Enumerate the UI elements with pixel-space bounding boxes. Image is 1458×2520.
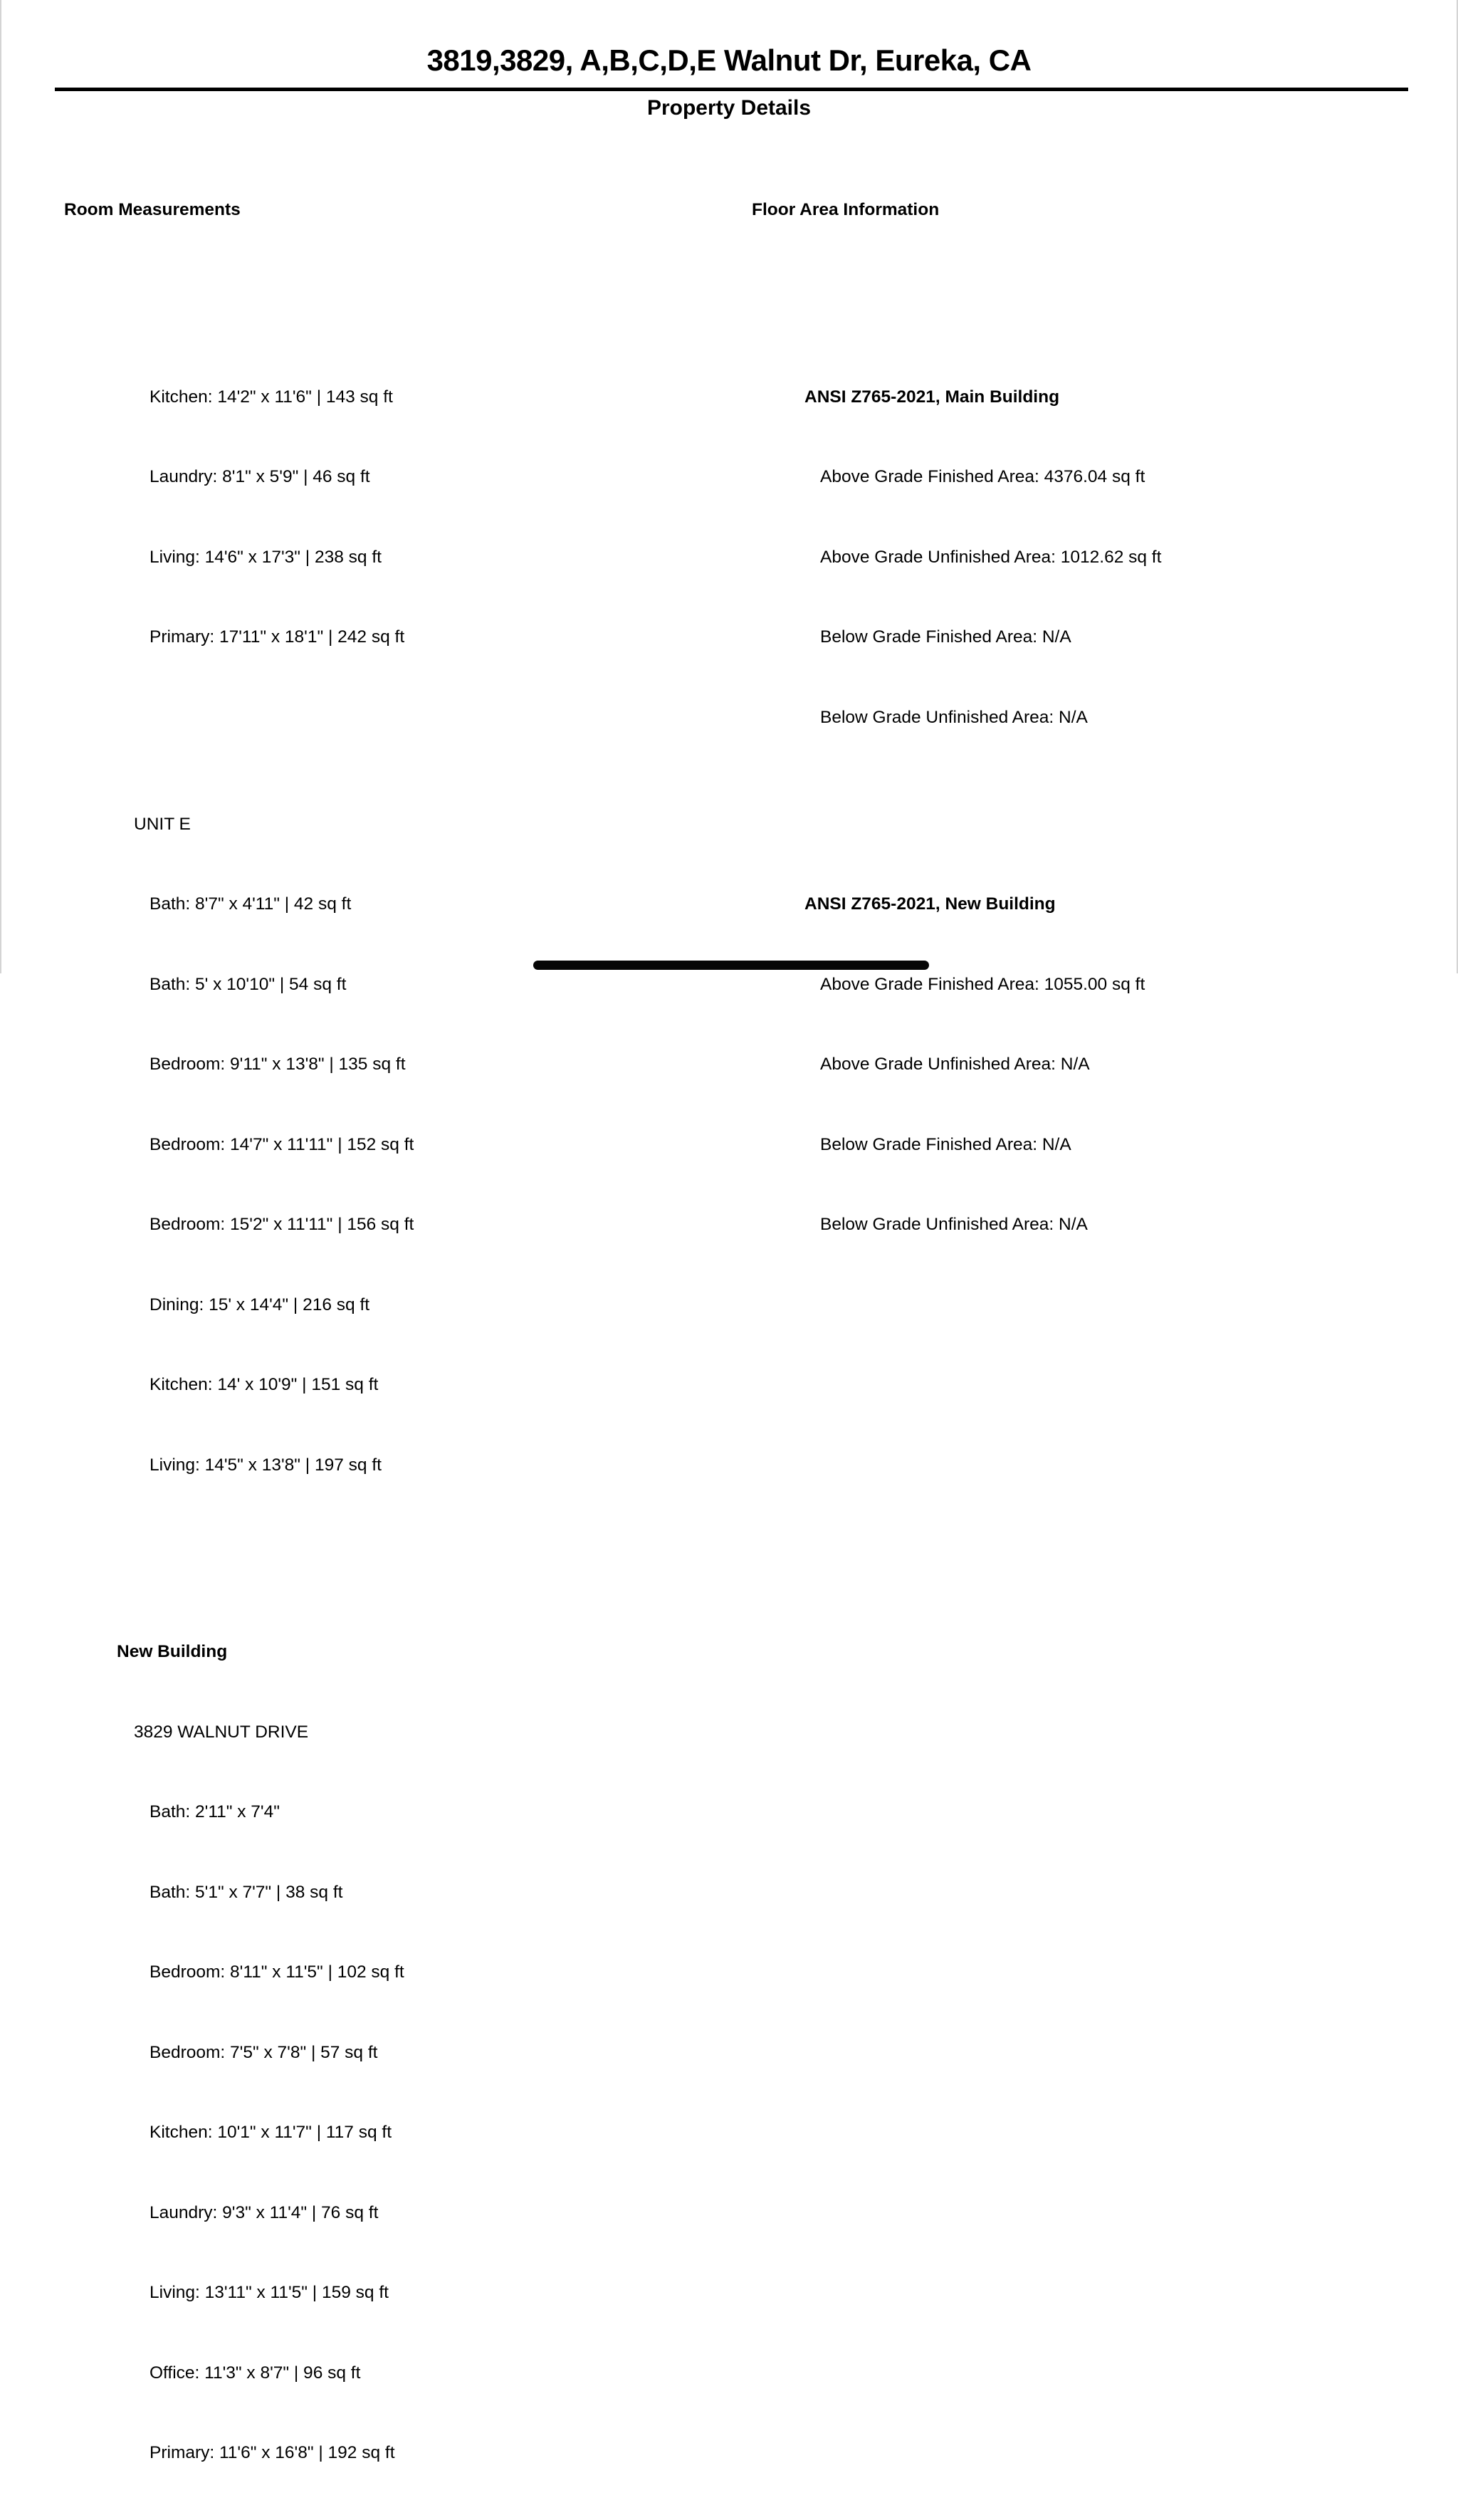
room-line: Primary: 11'6" x 16'8" | 192 sq ft [150, 2443, 395, 2462]
room-line: Kitchen: 14'2" x 11'6" | 143 sq ft [150, 387, 393, 407]
room-line: Living: 14'6" x 17'3" | 238 sq ft [150, 547, 382, 567]
room-line: Kitchen: 14' x 10'9" | 151 sq ft [150, 1375, 379, 1394]
floor-area-line: Above Grade Unfinished Area: 1012.62 sq ft [820, 547, 1162, 567]
room-line: Bath: 8'7" x 4'11" | 42 sq ft [150, 894, 352, 914]
room-line: Bedroom: 9'11" x 13'8" | 135 sq ft [150, 1055, 406, 1074]
room-line: Bedroom: 8'11" x 11'5" | 102 sq ft [150, 1962, 404, 1982]
room-line: Laundry: 9'3" x 11'4" | 76 sq ft [150, 2202, 379, 2222]
unit-label: UNIT E [134, 814, 191, 834]
room-line: Dining: 15' x 14'4" | 216 sq ft [150, 1295, 370, 1314]
floor-area-line: Above Grade Finished Area: 4376.04 sq ft [820, 467, 1145, 486]
ansi-section-label: ANSI Z765-2021, Main Building [804, 387, 1060, 407]
room-line: Bath: 5'1" x 7'7" | 38 sq ft [150, 1882, 343, 1902]
room-measurements-heading: Room Measurements [64, 200, 241, 219]
spacer-line [64, 277, 414, 304]
building-address: 3829 WALNUT DRIVE [134, 1722, 309, 1742]
floor-area-line: Below Grade Unfinished Area: N/A [820, 707, 1088, 727]
floor-area-line: Below Grade Finished Area: N/A [820, 1134, 1071, 1154]
ansi-section-label: ANSI Z765-2021, New Building [804, 894, 1056, 914]
floor-area-line: Below Grade Unfinished Area: N/A [820, 1215, 1088, 1234]
page-subtitle: Property Details [646, 96, 812, 120]
room-measurements-section [64, 143, 414, 2520]
title-divider [55, 88, 1408, 91]
room-line: Office: 11'3" x 8'7" | 96 sq ft [150, 2363, 361, 2383]
room-line: Bedroom: 15'2" x 11'11" | 156 sq ft [150, 1215, 414, 1234]
floor-area-section [752, 143, 1161, 1292]
room-line: Laundry: 8'1" x 5'9" | 46 sq ft [150, 467, 370, 486]
room-line: Bedroom: 14'7" x 11'11" | 152 sq ft [150, 1134, 414, 1154]
room-line: Living: 14'5" x 13'8" | 197 sq ft [150, 1455, 382, 1475]
home-indicator-bar[interactable] [533, 961, 929, 970]
floor-area-line: Above Grade Unfinished Area: N/A [820, 1055, 1090, 1074]
spacer-line [752, 811, 1161, 838]
room-line: Living: 13'11" x 11'5" | 159 sq ft [150, 2283, 389, 2302]
floor-area-heading: Floor Area Information [752, 200, 940, 219]
room-line: Bath: 2'11" x 7'4" [150, 1802, 280, 1821]
room-line: Kitchen: 10'1" x 11'7" | 117 sq ft [150, 2123, 392, 2142]
spacer-line [64, 1559, 414, 1586]
room-line: Bath: 5' x 10'10" | 54 sq ft [150, 974, 347, 994]
spacer-line [752, 277, 1161, 304]
room-line: Primary: 17'11" x 18'1" | 242 sq ft [150, 627, 405, 647]
building-label: New Building [117, 1642, 228, 1661]
room-line: Bedroom: 7'5" x 7'8" | 57 sq ft [150, 2042, 378, 2062]
spacer-line [64, 731, 414, 758]
floor-area-line: Above Grade Finished Area: 1055.00 sq ft [820, 974, 1145, 994]
page-title: 3819,3829, A,B,C,D,E Walnut Dr, Eureka, CA [426, 43, 1032, 77]
floor-area-line: Below Grade Finished Area: N/A [820, 627, 1071, 647]
